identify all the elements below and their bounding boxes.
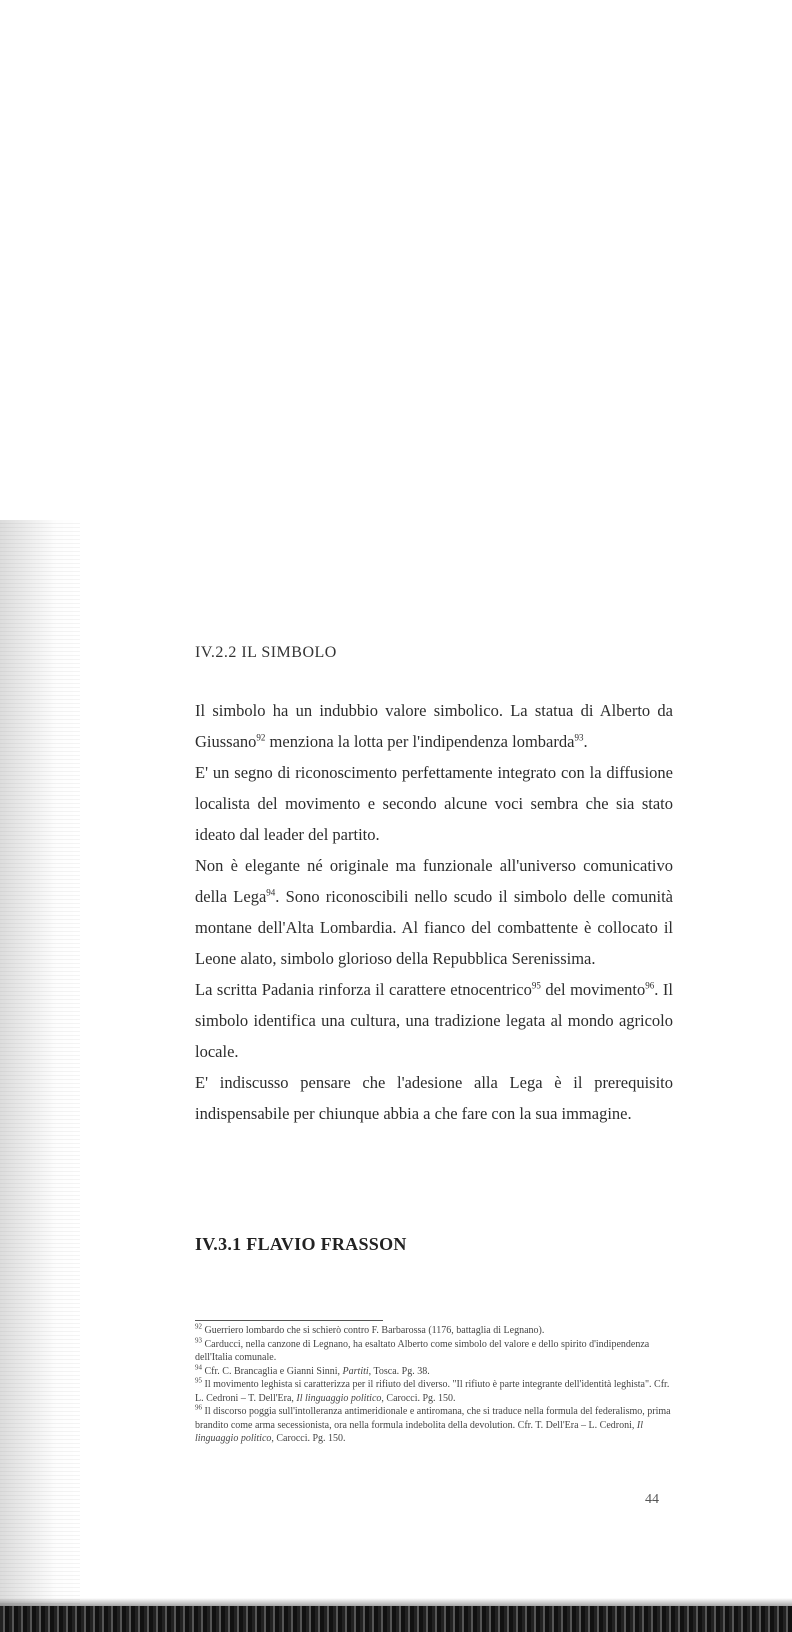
page-number: 44	[645, 1492, 659, 1507]
footnote-text: Il discorso poggia sull'intolleranza antimeridionale e antiromana, che si traduce nella formula del federalismo, prima brandito come arma secessionista, ora nella formula indebolita della devolution. Cfr. T. Dell'Era – L. Cedroni,	[195, 1406, 671, 1431]
footnote-ref-96[interactable]: 96	[645, 980, 655, 991]
paragraph-4-text-a: La scritta Padania rinforza il carattere etnocentrico	[195, 980, 532, 999]
footnote-text-end: , Carocci. Pg. 150.	[271, 1433, 346, 1444]
footnote-94	[195, 1365, 673, 1379]
footnote-text-end: , Carocci. Pg. 150.	[381, 1392, 456, 1404]
scan-shadow-bottom-fade	[0, 1598, 792, 1606]
footnote-number: 94	[195, 1363, 202, 1372]
footnote-number: 92	[195, 1322, 202, 1331]
footnote-96	[195, 1405, 673, 1446]
footnote-text: Guerriero lombardo che si schierò contro F. Barbarossa (1176, battaglia di Legnano).	[202, 1325, 545, 1336]
scan-shadow-left-edge	[0, 520, 80, 1632]
footnotes	[195, 1324, 673, 1446]
paragraph-5: E' indiscusso pensare che l'adesione alla Lega è il prerequisito indispensabile per chiunque abbia a che fare con la sua immagine.	[195, 1073, 673, 1123]
paragraph-1-text-c: .	[583, 732, 588, 751]
footnote-text: Il movimento leghista si caratterizza per il rifiuto del diverso. "Il rifiuto è parte integrante dell'identità leghista". Cfr. L. Cedroni – T. Dell'Era,	[195, 1379, 670, 1404]
footnote-ref-93[interactable]: 93	[574, 732, 584, 743]
paragraph-1-text-a: Il simbolo ha un indubbio valore simbolico. La statua di Alberto da Giussano	[195, 701, 673, 751]
paragraph-3-text-b: . Sono riconoscibili nello scudo il simbolo delle comunità montane dell'Alta Lombardia. Al fianco del combattente è collocato il Leone alato, simbolo glorioso della Repubblica Serenissima.	[195, 887, 673, 968]
paragraph-4	[195, 974, 673, 1067]
paragraph-1	[195, 695, 673, 757]
body-text	[195, 695, 673, 1129]
footnote-ref-92[interactable]: 92	[256, 732, 266, 743]
paragraph-4-text-c: . Il simbolo identifica una cultura, una tradizione legata al mondo agricolo locale.	[195, 980, 673, 1061]
chapter-heading: IV.3.1 FLAVIO FRASSON	[195, 1234, 407, 1254]
footnote-number: 96	[195, 1403, 202, 1412]
footnote-title: Partiti	[342, 1365, 369, 1377]
footnote-text: Carducci, nella canzone di Legnano, ha esaltato Alberto come simbolo del valore e dello spirito d'indipendenza dell'Italia comunale.	[195, 1338, 650, 1363]
footnote-number: 93	[195, 1336, 202, 1345]
footnote-95	[195, 1378, 673, 1405]
footnote-title: Il linguaggio politico	[296, 1392, 382, 1404]
footnote-93	[195, 1338, 673, 1365]
footnote-ref-94[interactable]: 94	[266, 887, 276, 898]
footnote-title: Il linguaggio politico	[195, 1419, 643, 1444]
footnote-ref-95[interactable]: 95	[531, 980, 541, 991]
footnote-text: Cfr. C. Brancaglia e Gianni Sinni,	[202, 1365, 343, 1377]
footnote-text-end: , Tosca. Pg. 38.	[368, 1365, 430, 1377]
footnote-divider	[195, 1320, 383, 1321]
scan-shadow-bottom-edge	[0, 1606, 792, 1632]
section-heading: IV.2.2 IL SIMBOLO	[195, 644, 337, 661]
paragraph-1-text-b: menziona la lotta per l'indipendenza lombarda	[265, 732, 575, 751]
paragraph-2: E' un segno di riconoscimento perfettamente integrato con la diffusione localista del movimento e secondo alcune voci sembra che sia stato ideato dal leader del partito.	[195, 763, 673, 844]
paragraph-4-text-b: del movimento	[540, 980, 646, 999]
paragraph-3-text-a: Non è elegante né originale ma funzionale all'universo comunicativo della Lega	[195, 856, 673, 906]
paragraph-3	[195, 850, 673, 974]
footnote-92	[195, 1324, 673, 1338]
footnote-number: 95	[195, 1376, 202, 1385]
